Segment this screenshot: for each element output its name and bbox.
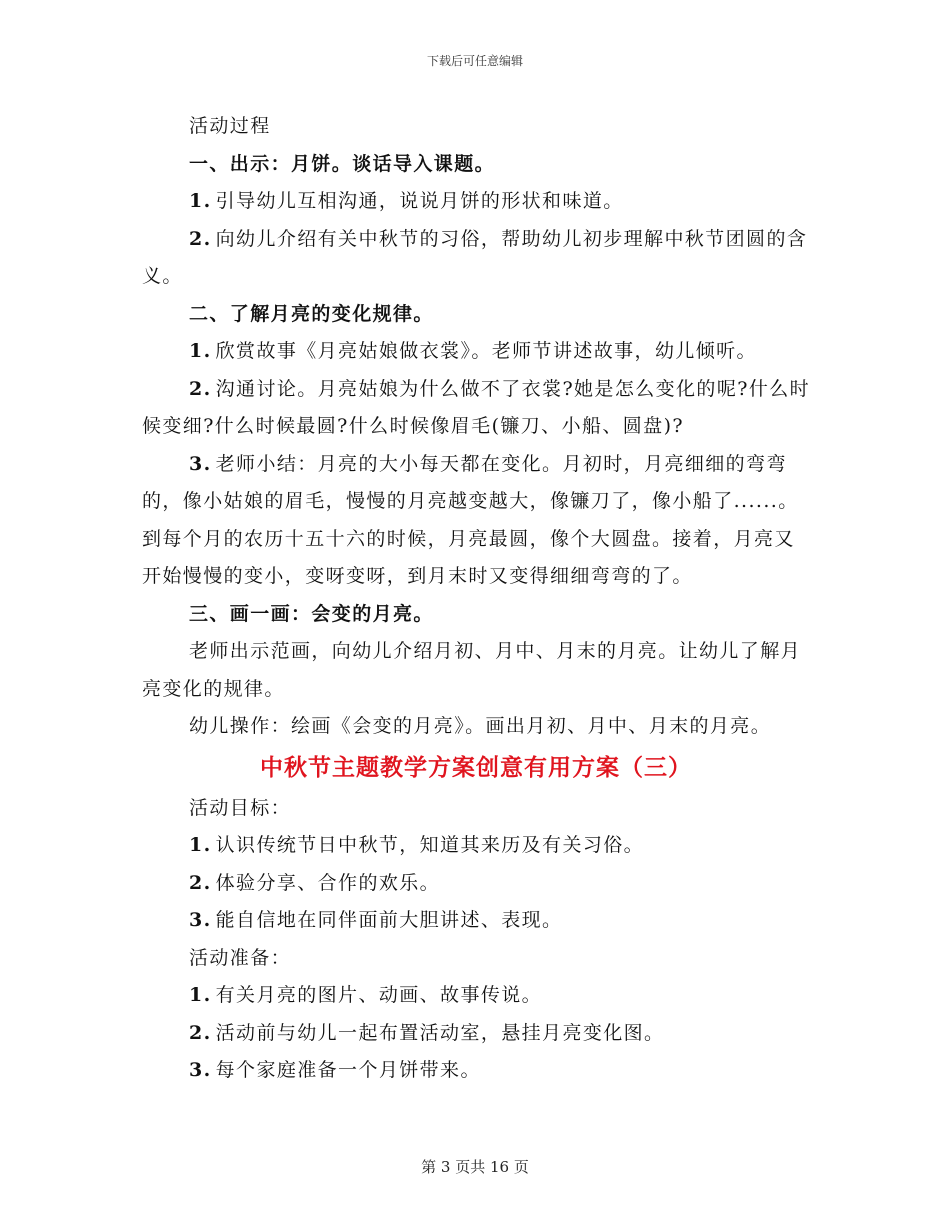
item-text: 认识传统节日中秋节，知道其来历及有关习俗。 — [215, 834, 645, 856]
paragraph: 幼儿操作：绘画《会变的月亮》。画出月初、月中、月末的月亮。 — [189, 715, 772, 737]
item-text: 体验分享、合作的欢乐。 — [215, 871, 441, 894]
item-number: 1. — [189, 834, 212, 856]
item-number: 1. — [189, 984, 212, 1006]
part1-title: 一、出示：月饼。谈话导入课题。 — [189, 152, 496, 175]
item-number: 3. — [189, 909, 212, 931]
list-item — [142, 371, 810, 446]
item-text: 能自信地在同伴面前大胆讲述、表现。 — [215, 909, 563, 931]
list-item — [142, 333, 810, 371]
paragraph: 老师出示范画，向幼儿介绍月初、月中、月末的月亮。让幼儿了解月亮变化的规律。 — [142, 640, 802, 700]
document-body — [142, 108, 810, 1090]
goals-heading: 活动目标： — [189, 796, 292, 819]
item-number: 3. — [189, 1059, 212, 1081]
item-text: 活动前与幼儿一起布置活动室，悬挂月亮变化图。 — [215, 1021, 665, 1044]
item-text: 每个家庭准备一个月饼带来。 — [215, 1059, 481, 1081]
activity-process-heading: 活动过程 — [189, 115, 271, 137]
section-title: 中秋节主题教学方案创意有用方案（三） — [260, 753, 692, 781]
list-item — [142, 865, 810, 903]
item-number: 2. — [189, 871, 212, 894]
list-item — [142, 1015, 810, 1053]
list-item — [142, 221, 810, 296]
list-item — [142, 977, 810, 1015]
item-text: 欣赏故事《月亮姑娘做衣裳》。老师节讲述故事，幼儿倾听。 — [215, 340, 757, 362]
list-item — [142, 446, 810, 596]
list-item — [142, 1052, 810, 1090]
list-item — [142, 827, 810, 865]
item-text: 引导幼儿互相沟通，说说月饼的形状和味道。 — [215, 190, 624, 212]
list-item — [142, 183, 810, 221]
item-number: 1. — [189, 190, 212, 212]
page-footer: 第 3 页共 16 页 — [421, 1158, 529, 1176]
item-number: 2. — [189, 377, 212, 400]
item-text: 有关月亮的图片、动画、故事传说。 — [215, 984, 543, 1006]
item-text: 老师小结：月亮的大小每天都在变化。月初时，月亮细细的弯弯的，像小姑娘的眉毛，慢慢的月亮越变越大，像镰刀了，像小船了......。到每个月的农历十五十六的时候，月亮最圆，像个大圆盘。接着，月亮又开始慢慢的变小，变呀变呀，到月末时又变得细细弯弯的了。 — [142, 452, 799, 587]
item-number: 3. — [189, 452, 212, 475]
item-text: 向幼儿介绍有关中秋节的习俗，帮助幼儿初步理解中秋节团圆的含义。 — [142, 227, 808, 287]
list-item — [142, 902, 810, 940]
item-number: 2. — [189, 227, 212, 250]
part3-title: 三、画一画：会变的月亮。 — [189, 602, 434, 625]
item-number: 1. — [189, 340, 212, 362]
page-header: 下载后可任意编辑 — [426, 54, 523, 68]
part2-title: 二、了解月亮的变化规律。 — [189, 302, 434, 325]
preparation-heading: 活动准备： — [189, 946, 292, 969]
item-text: 沟通讨论。月亮姑娘为什么做不了衣裳?她是怎么变化的呢?什么时候变细?什么时候最圆?什么时候像眉毛(镰刀、小船、圆盘)? — [142, 377, 811, 437]
item-number: 2. — [189, 1021, 212, 1044]
